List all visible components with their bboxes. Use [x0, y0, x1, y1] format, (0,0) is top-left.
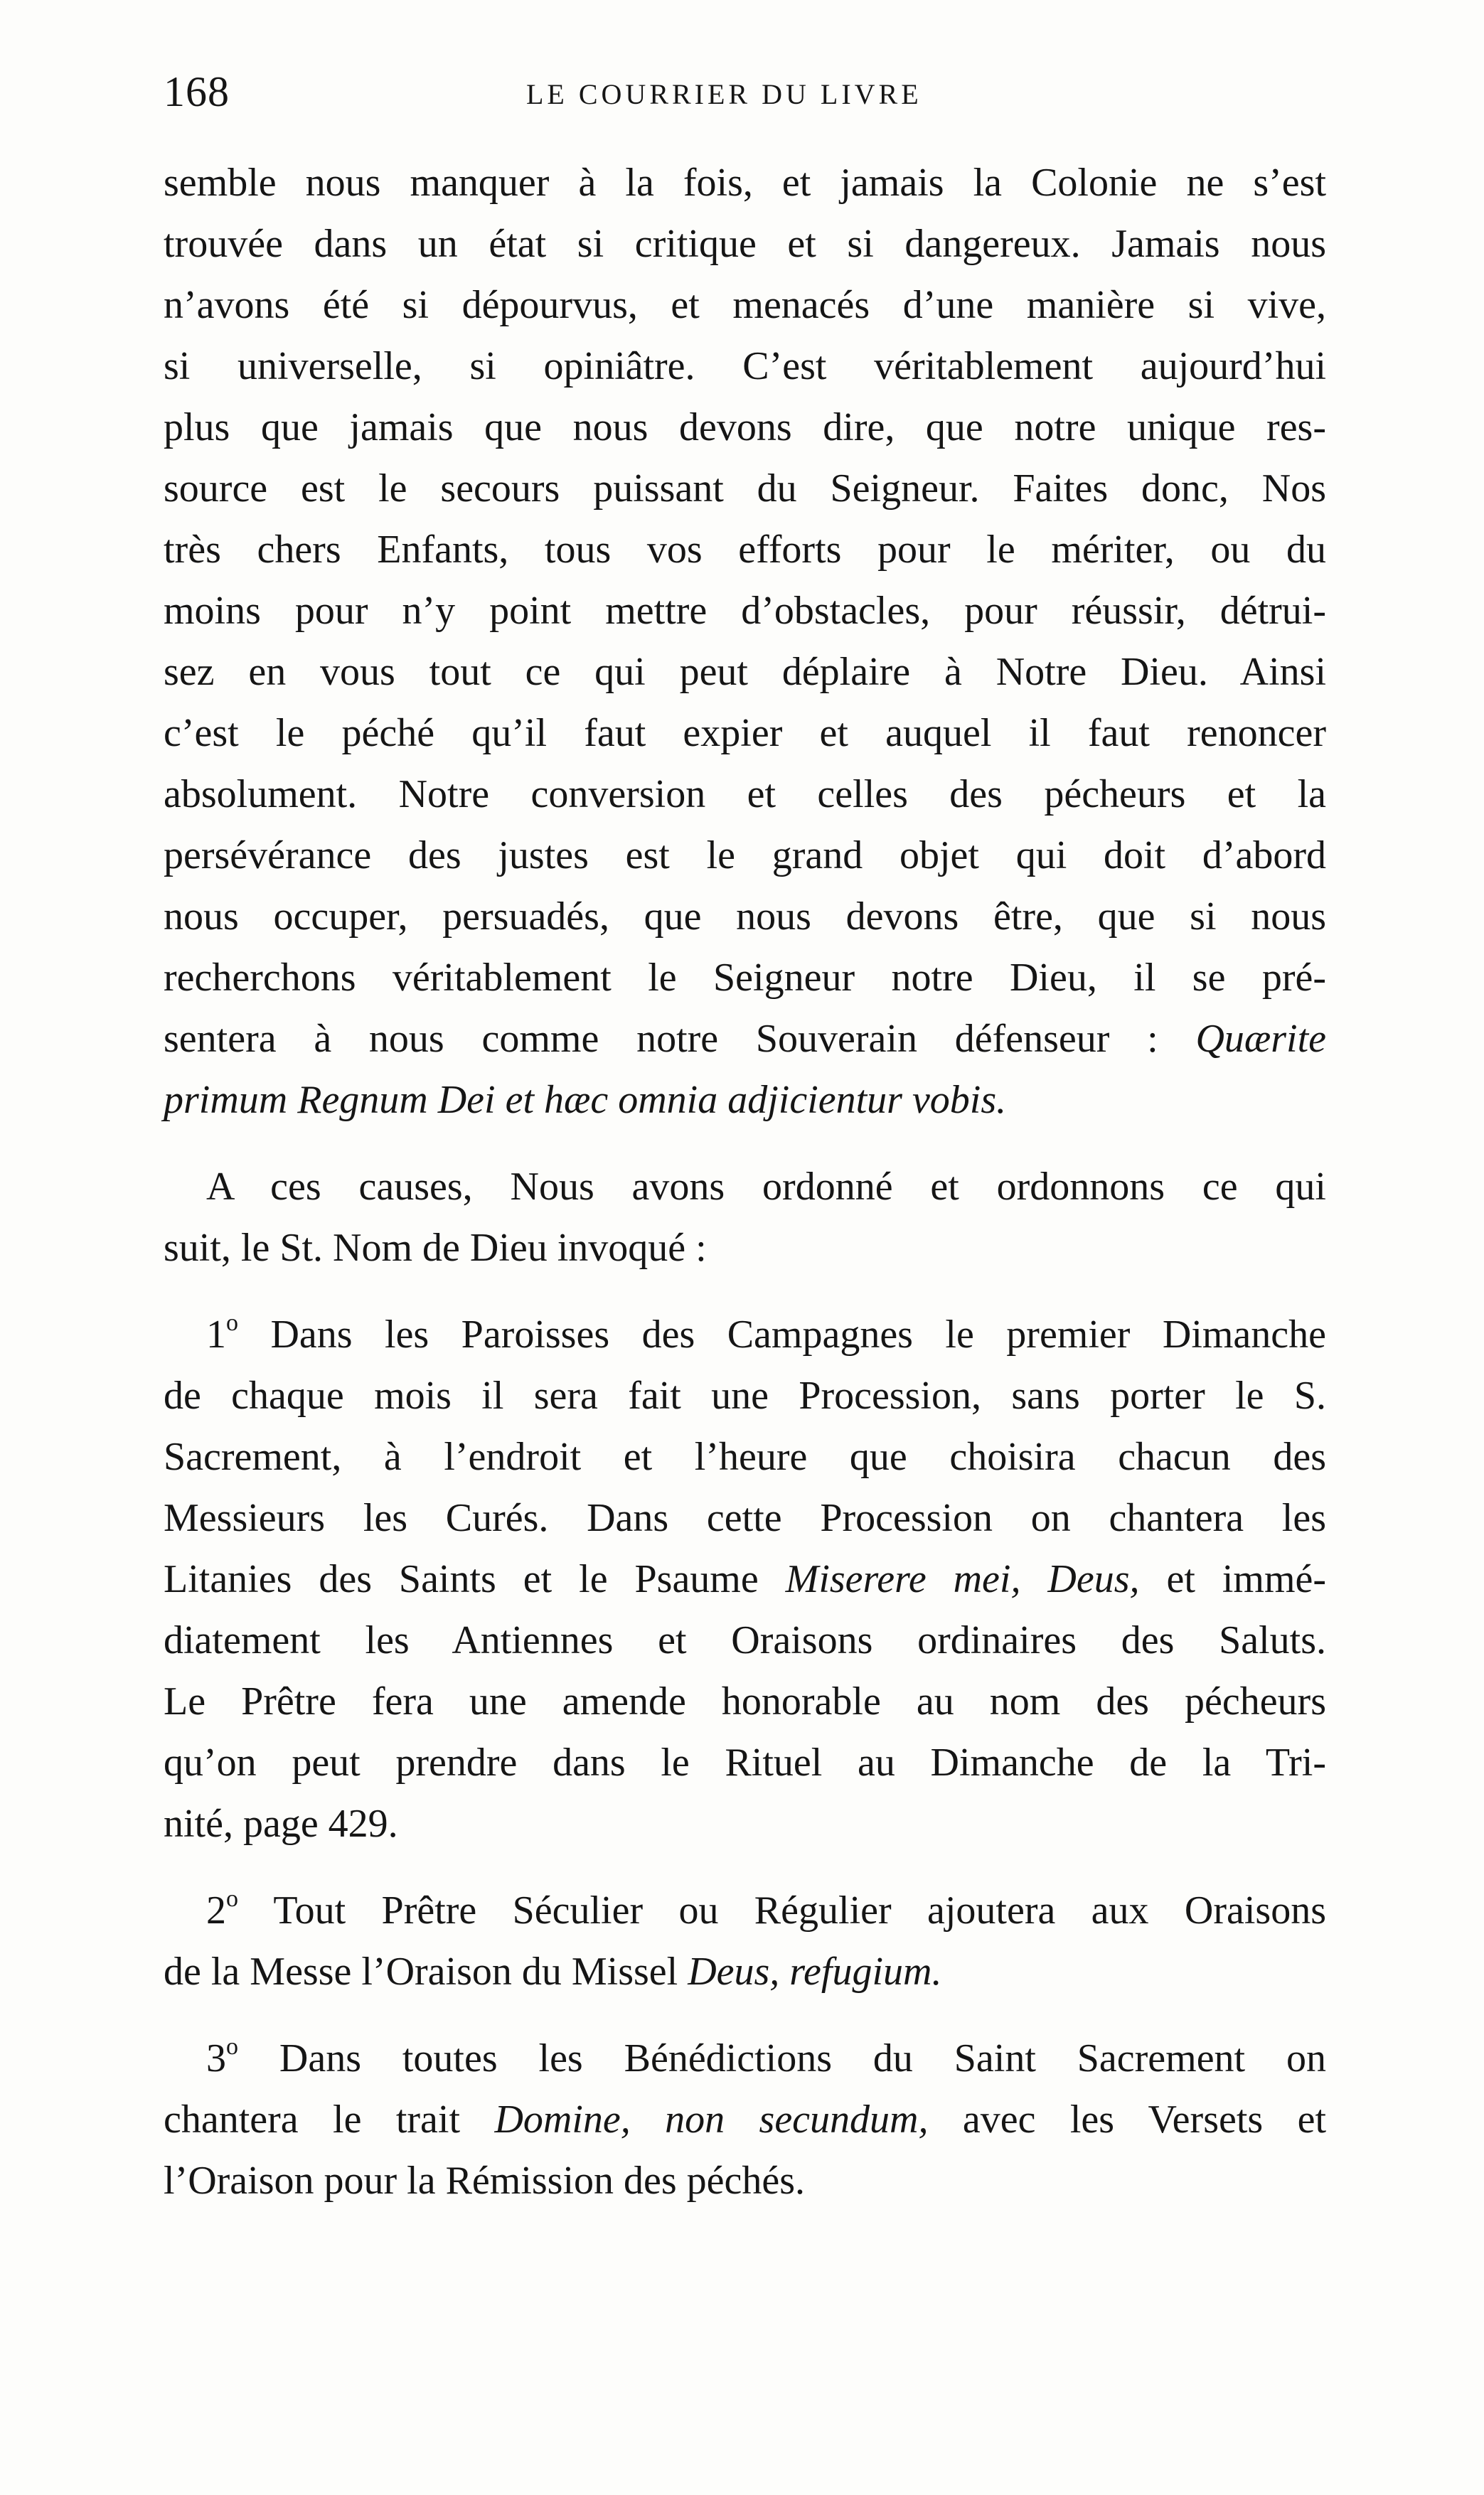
paragraph-gap — [164, 2002, 1326, 2028]
text-line: suit, le St. Nom de Dieu invoqué : — [164, 1226, 707, 1270]
text-line: Messieurs les Curés. Dans cette Procession on chantera les — [164, 1496, 1326, 1540]
text-line: Le Prêtre fera une amende honorable au nom des pécheurs — [164, 1679, 1326, 1724]
text-line — [164, 1549, 1326, 1610]
item-number: 1 — [206, 1313, 226, 1357]
paragraph-gap — [164, 1131, 1326, 1156]
text-line: diatement les Antiennes et Oraisons ordinaires des Saluts. — [164, 1618, 1326, 1662]
text-line: plus que jamais que nous devons dire, que notre unique res- — [164, 405, 1326, 449]
text-line: Sacrement, à l’endroit et l’heure que choisira chacun des — [164, 1435, 1326, 1479]
text-run: Dans toutes les Bénédictions du Saint Sacrement on — [279, 2036, 1326, 2080]
prayer-title: Deus, refugium. — [688, 1950, 942, 1994]
item-number: 2 — [206, 1888, 226, 1933]
item-number: 3 — [206, 2036, 226, 2080]
text-line: recherchons véritablement le Seigneur notre Dieu, il se pré- — [164, 956, 1326, 1000]
ordinal-mark: o — [226, 1886, 238, 1912]
text-line: sez en vous tout ce qui peut déplaire à Notre Dieu. Ainsi — [164, 650, 1326, 694]
text-line: A ces causes, Nous avons ordonné et ordonnons ce qui — [206, 1165, 1326, 1209]
text-line: n’avons été si dépourvus, et menacés d’une manière si vive, — [164, 283, 1326, 327]
ordinal-mark: o — [226, 2034, 238, 2060]
text-run: et immé- — [1166, 1557, 1327, 1601]
text-run: sentera à nous comme notre Souverain défenseur : — [164, 1017, 1158, 1061]
text-line — [164, 2028, 1326, 2089]
text-run: de la Messe l’Oraison du Missel — [164, 1950, 678, 1994]
text-line: l’Oraison pour la Rémission des péchés. — [164, 2159, 806, 2203]
text-line: de chaque mois il sera fait une Procession, sans porter le S. — [164, 1374, 1326, 1418]
page-body — [164, 152, 1326, 2211]
paragraph-gap — [164, 1278, 1326, 1304]
text-line: absolument. Notre conversion et celles des pécheurs et la — [164, 772, 1326, 816]
text-line: si universelle, si opiniâtre. C’est véritablement aujourd’hui — [164, 344, 1326, 388]
text-line — [164, 1941, 1326, 2002]
text-line — [164, 2089, 1326, 2150]
text-run: Litanies des Saints et le Psaume — [164, 1557, 759, 1601]
text-line: source est le secours puissant du Seigneur. Faites donc, Nos — [164, 466, 1326, 511]
text-line: qu’on peut prendre dans le Rituel au Dimanche de la Tri- — [164, 1741, 1326, 1785]
text-line — [164, 1304, 1326, 1365]
text-line: semble nous manquer à la fois, et jamais la Colonie ne s’est — [164, 161, 1326, 205]
text-line: nité, page 429. — [164, 1802, 398, 1846]
ordinance-item-2 — [164, 1880, 1326, 2002]
psalm-title: Miserere mei, Deus, — [785, 1557, 1140, 1601]
page-number: 168 — [164, 68, 230, 115]
latin-quote-line: primum Regnum Dei et hæc omnia adjicientur vobis. — [164, 1078, 1007, 1122]
text-line — [164, 1008, 1326, 1069]
text-line: persévérance des justes est le grand objet qui doit d’abord — [164, 833, 1326, 877]
latin-quote: Quærite — [1195, 1017, 1327, 1061]
text-run: chantera le trait — [164, 2098, 461, 2142]
ordinance-item-1 — [164, 1304, 1326, 1854]
text-line: moins pour n’y point mettre d’obstacles, pour réussir, détrui- — [164, 589, 1326, 633]
ordinance-item-3 — [164, 2028, 1326, 2211]
paragraph-1 — [164, 152, 1326, 1131]
ordinal-mark: o — [226, 1310, 238, 1336]
paragraph-gap — [164, 1854, 1326, 1880]
text-line — [164, 1880, 1326, 1941]
running-head: LE COURRIER DU LIVRE — [526, 78, 922, 110]
text-run: Tout Prêtre Séculier ou Régulier ajoutera aux Oraisons — [273, 1888, 1326, 1933]
chant-title: Domine, non secundum, — [494, 2098, 929, 2142]
text-line: c’est le péché qu’il faut expier et auquel il faut renoncer — [164, 711, 1326, 755]
text-line: trouvée dans un état si critique et si dangereux. Jamais nous — [164, 222, 1326, 266]
text-line: très chers Enfants, tous vos efforts pour le mériter, ou du — [164, 528, 1326, 572]
page-header — [164, 68, 1323, 124]
paragraph-2 — [164, 1156, 1326, 1278]
text-run: avec les Versets et — [962, 2098, 1327, 2142]
text-run: Dans les Paroisses des Campagnes le premier Dimanche — [270, 1313, 1327, 1357]
text-line: nous occuper, persuadés, que nous devons être, que si nous — [164, 894, 1326, 939]
